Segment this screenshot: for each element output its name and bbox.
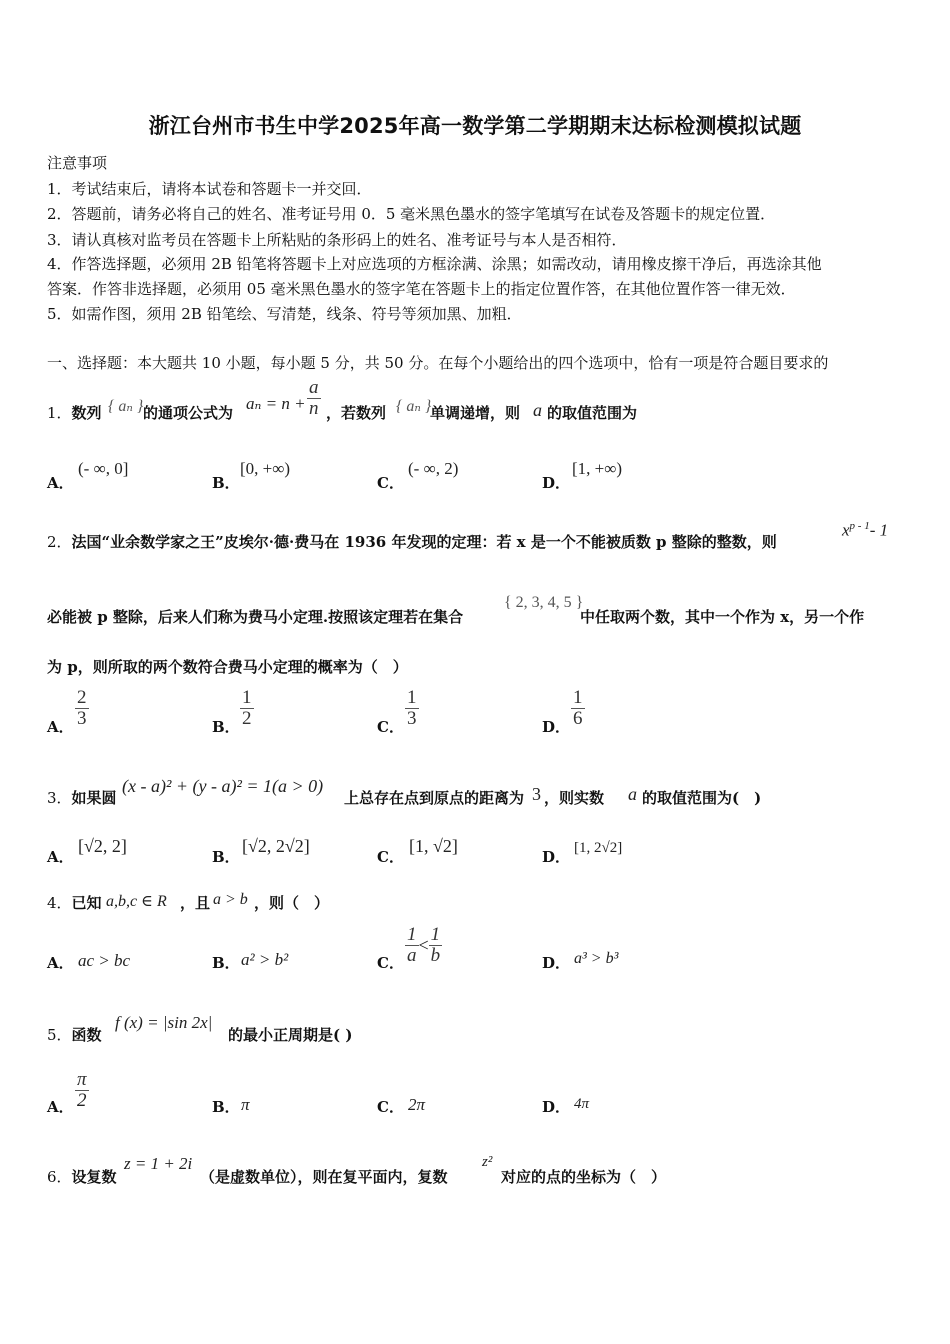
- option-value: [571, 688, 585, 729]
- option-label: B．: [212, 474, 240, 492]
- option-label: B．: [212, 718, 240, 736]
- option-value: [1, 2√2]: [574, 840, 623, 856]
- option-label: A．: [47, 1098, 74, 1116]
- fraction-numerator: a: [309, 377, 319, 398]
- fraction-denominator: 3: [407, 707, 417, 729]
- distance-value: 3: [532, 784, 541, 804]
- question-4: [47, 892, 102, 913]
- question-text: 法国“业余数学家之王”皮埃尔·德·费马在 1936 年发现的定理：若 x 是一个不能被质数 p 整除的整数，则: [71, 533, 777, 551]
- option-value: ac > bc: [78, 951, 131, 970]
- function-formula: f (x) = |sin 2x|: [115, 1013, 213, 1032]
- option-value: [1, √2]: [409, 836, 458, 856]
- question-text: 数列: [71, 404, 102, 422]
- question-text: ，则实数: [544, 789, 605, 807]
- fraction-denominator: a: [407, 944, 417, 966]
- circle-formula: (x - a)² + (y - a)² = 1(a > 0): [122, 776, 324, 796]
- question-number: 3．: [47, 789, 72, 807]
- fraction-numerator: 2: [77, 687, 87, 708]
- power-exponent: p - 1: [849, 520, 870, 532]
- option-label: C．: [377, 718, 404, 736]
- option-value: (- ∞, 0]: [78, 459, 129, 478]
- option-label: D．: [542, 718, 571, 736]
- option-label: A．: [47, 954, 74, 972]
- question-text: 的取值范围为( ): [642, 789, 762, 807]
- option-value: [√2, 2√2]: [242, 836, 310, 856]
- condition-formula: a > b: [213, 891, 248, 908]
- option-label: C．: [377, 848, 404, 866]
- notice-item: 3．请认真核对监考员在答题卡上所粘贴的条形码上的姓名、准考证号与本人是否相符．: [47, 231, 627, 249]
- question-text: 已知: [71, 894, 102, 912]
- option-label: C．: [377, 1098, 404, 1116]
- fraction-numerator: π: [77, 1069, 87, 1090]
- question-text: 的最小正周期是( ): [228, 1026, 353, 1044]
- question-text: 的通项公式为: [143, 404, 234, 422]
- question-text: 设复数: [71, 1168, 117, 1186]
- question-text: 为 p，则所取的两个数符合费马小定理的概率为（ ）: [47, 658, 408, 676]
- question-text: 上总存在点到原点的距离为: [344, 789, 525, 807]
- question-number: 2．: [47, 533, 72, 551]
- fraction-denominator: 2: [242, 707, 252, 729]
- option-label: A．: [47, 718, 74, 736]
- option-value: [1, +∞): [572, 459, 623, 478]
- question-text: 中任取两个数，其中一个作为 x，另一个作: [580, 608, 865, 626]
- fraction-numerator: 1: [242, 687, 252, 708]
- option-label: B．: [212, 848, 240, 866]
- power-tail: - 1: [869, 520, 889, 540]
- power-base: x: [842, 520, 850, 540]
- complex-square: z²: [482, 1154, 493, 1170]
- notice-item: 4．作答选择题，必须用 2B 铅笔将答题卡上对应选项的方框涂满、涂黑；如需改动，请用橡皮擦干净后，再选涂其他: [47, 255, 822, 273]
- option-label: D．: [542, 474, 571, 492]
- fraction-numerator: 1: [430, 924, 441, 945]
- question-text: ，且: [180, 894, 211, 912]
- option-label: D．: [542, 954, 571, 972]
- question-text: 必能被 p 整除，后来人们称为费马小定理.按照该定理若在集合: [47, 608, 464, 626]
- option-value: [405, 925, 442, 966]
- fraction-denominator: 2: [77, 1089, 87, 1111]
- fraction-numerator: 1: [407, 924, 417, 945]
- question-text: ，若数列: [326, 404, 387, 422]
- option-value: [405, 688, 419, 729]
- operator: <: [418, 934, 429, 955]
- option-value: [240, 688, 254, 729]
- option-value: [75, 688, 89, 729]
- option-value: a³ > b³: [574, 950, 619, 967]
- section-heading: 一、选择题：本大题共 10 小题，每小题 5 分，共 50 分。在每个小题给出的四个选项中，恰有一项是符合题目要求的: [47, 354, 829, 372]
- question-text: （是虚数单位），则在复平面内，复数: [200, 1168, 448, 1186]
- formula: aₙ = n +: [246, 394, 306, 413]
- question-number: 5．: [47, 1026, 72, 1044]
- question-text: 单调递增，则: [430, 404, 521, 422]
- option-value: π: [241, 1095, 250, 1114]
- fraction-denominator: 3: [77, 707, 87, 729]
- option-label: D．: [542, 1098, 571, 1116]
- option-value: [0, +∞): [240, 459, 291, 478]
- question-5: [47, 1024, 102, 1045]
- fraction-denominator: b: [430, 944, 441, 966]
- question-2: [47, 531, 777, 552]
- question-text: 如果圆: [71, 789, 117, 807]
- option-label: C．: [377, 474, 404, 492]
- question-1: [47, 402, 102, 423]
- question-number: 1．: [47, 404, 72, 422]
- variable: a: [628, 784, 637, 804]
- notice-item: 2．答题前，请务必将自己的姓名、准考证号用 0．5 毫米黑色墨水的签字笔填写在试卷及答题卡的规定位置．: [47, 205, 776, 223]
- fraction-numerator: 1: [407, 687, 417, 708]
- option-label: B．: [212, 1098, 240, 1116]
- option-value: (- ∞, 2): [408, 459, 459, 478]
- variable: a: [533, 400, 542, 420]
- complex-formula: z = 1 + 2i: [124, 1154, 193, 1173]
- formula-power: [842, 520, 888, 541]
- notice-heading: 注意事项: [47, 154, 108, 172]
- fraction-numerator: 1: [573, 687, 583, 708]
- notice-item: 5．如需作图，须用 2B 铅笔绘、写清楚，线条、符号等须加黑、加粗．: [47, 305, 522, 323]
- question-text: 对应的点的坐标为（ ）: [501, 1168, 667, 1186]
- question-text: 的取值范围为: [547, 404, 638, 422]
- sequence-symbol: { aₙ }: [108, 398, 144, 415]
- option-label: D．: [542, 848, 571, 866]
- notice-item: 1．考试结束后，请将本试卷和答题卡一并交回．: [47, 180, 372, 198]
- option-value: [√2, 2]: [78, 836, 127, 856]
- notice-item: 答案．作答非选择题，必须用 05 毫米黑色墨水的签字笔在答题卡上的指定位置作答，在其他位置作答一律无效．: [47, 280, 796, 298]
- option-label: A．: [47, 848, 74, 866]
- option-label: A．: [47, 474, 74, 492]
- question-text: 函数: [71, 1026, 102, 1044]
- question-number: 4．: [47, 894, 72, 912]
- condition-formula: a,b,c ∈ R: [106, 893, 167, 910]
- formula-fraction: [307, 378, 321, 419]
- question-3: [47, 787, 117, 808]
- question-number: 6．: [47, 1168, 72, 1186]
- page-title: 浙江台州市书生中学2025年高一数学第二学期期末达标检测模拟试题: [148, 114, 802, 138]
- sequence-symbol: { aₙ }: [396, 398, 432, 415]
- option-label: C．: [377, 954, 404, 972]
- option-value: a² > b²: [241, 950, 289, 969]
- fraction-denominator: n: [309, 397, 319, 419]
- option-value: 2π: [408, 1095, 426, 1114]
- fraction-denominator: 6: [573, 707, 583, 729]
- question-6: [47, 1166, 117, 1187]
- question-text: ，则（ ）: [254, 894, 330, 912]
- set-formula: { 2, 3, 4, 5 }: [504, 594, 584, 611]
- option-value: [75, 1070, 89, 1111]
- option-label: B．: [212, 954, 240, 972]
- option-value: 4π: [574, 1096, 590, 1112]
